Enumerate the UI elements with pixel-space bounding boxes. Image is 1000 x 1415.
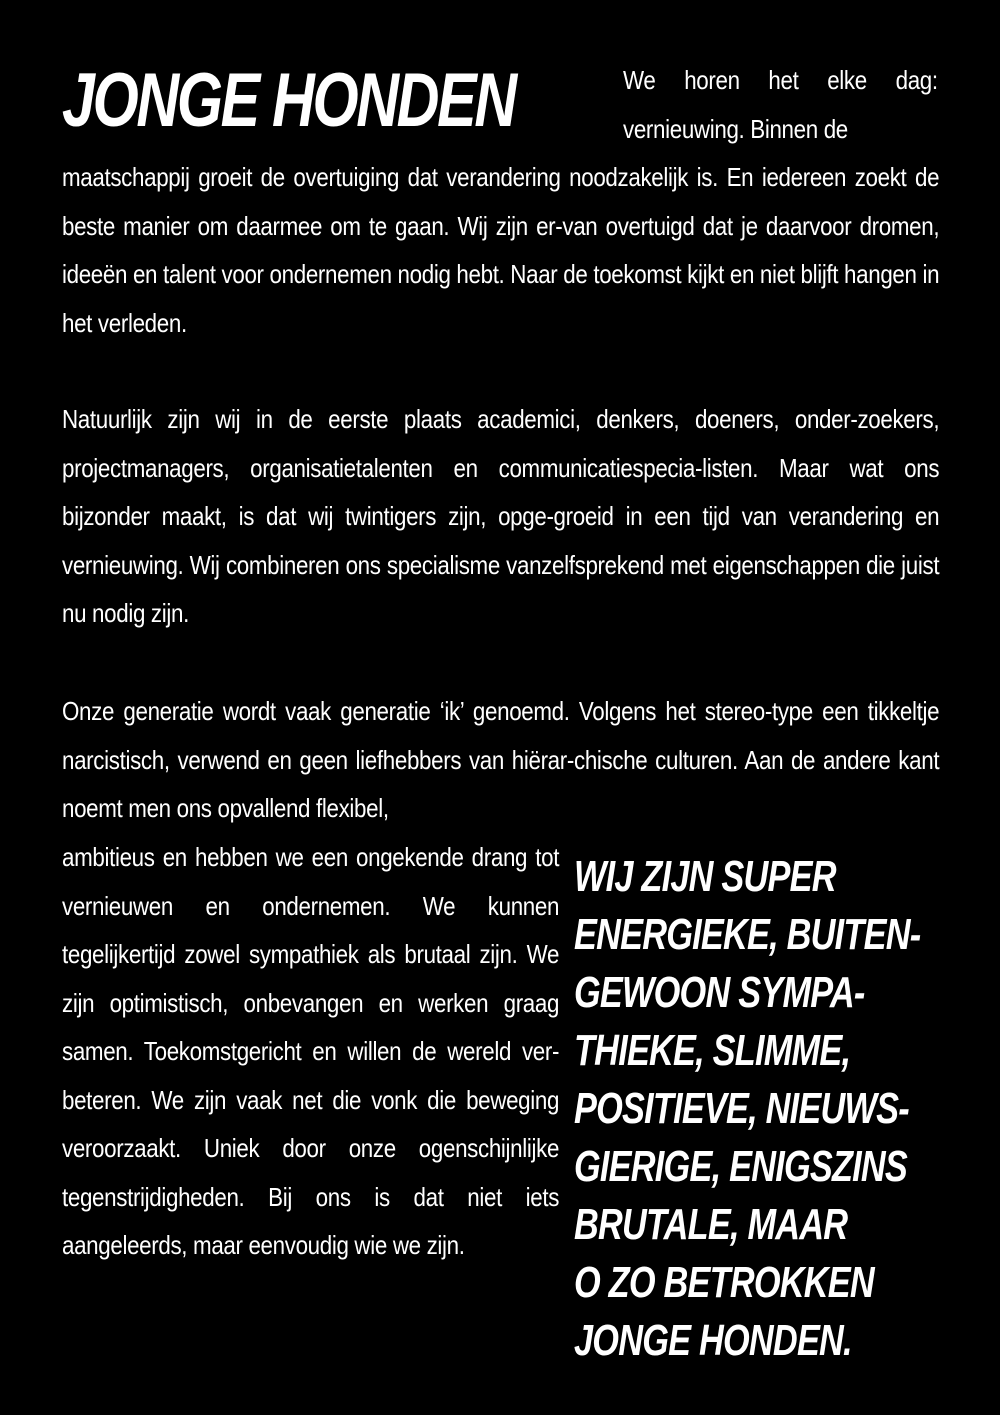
intro-first-lines: We horen het elke dag: vernieuwing. Binnen de	[623, 65, 938, 144]
paragraph-3-column: ambitieus en hebben we een ongekende drang tot vernieuwen en ondernemen. We kunnen tegelijkertijd zowel sympathiek als brutaal zijn. We zijn optimistisch, onbevangen en werken graag samen. Toekomstgericht en willen de wereld ver-beteren. We zijn vaak net die vonk die beweging veroorzaakt. Uniek door onze ogenschijnlijke tegenstrijdigheden. Bij ons is dat niet iets aangeleerds, maar eenvoudig wie we zijn.	[62, 842, 560, 1260]
page-title: JONGE HONDEN	[62, 58, 515, 143]
intro-paragraph: maatschappij groeit de overtuiging dat verandering noodzakelijk is. En iedereen zoekt de beste manier om daarmee om te gaan. Wij zijn er-van overtuigd dat je daarvoor dromen, ideeën en talent voor ondernemen nodig hebt. Naar de toekomst kijkt en niet blijft hangen in het verleden.	[62, 162, 940, 338]
paragraph-2: Natuurlijk zijn wij in de eerste plaats academici, denkers, doeners, onder-zoekers, projectmanagers, organisatietalenten en communicatiespecia-listen. Maar wat ons bijzonder maakt, is dat wij twintigers zijn, opge-groeid in een tijd van verandering en vernieuwing. Wij combineren ons specialisme vanzelfsprekend met eigenschappen die juist nu nodig zijn.	[62, 404, 940, 628]
paragraph-3: Onze generatie wordt vaak generatie ‘ik’ genoemd. Volgens het stereo-type een tikkeltje narcistisch, verwend en geen liefhebbers van hiërar-chische culturen. Aan de andere kant noemt men ons opvallend flexibel,	[62, 696, 940, 823]
pull-quote: WIJ ZIJN SUPER ENERGIEKE, BUITEN- GEWOON SYMPA- THIEKE, SLIMME, POSITIEVE, NIEUWS- GIERIGE, ENIGSZINS BRUTALE, MAAR O ZO BETROKKEN JONGE HONDEN.	[574, 852, 921, 1365]
